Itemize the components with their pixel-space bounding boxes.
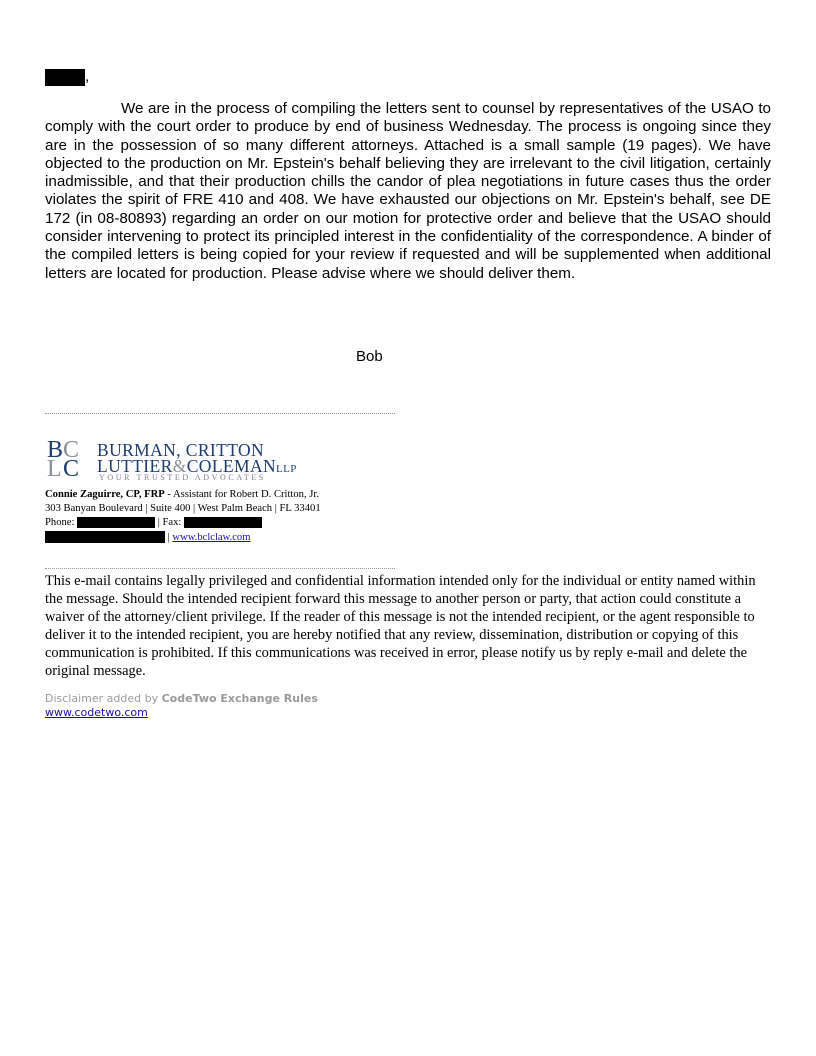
redacted-fax bbox=[184, 517, 262, 528]
firm-name-ampersand: & bbox=[172, 456, 187, 476]
signature-name-line bbox=[45, 488, 321, 502]
firm-logo bbox=[45, 437, 305, 482]
fax-label: | Fax: bbox=[155, 517, 184, 529]
codetwo-disclaimer-line bbox=[45, 692, 318, 706]
firm-name-line-1: BURMAN, CRITTON bbox=[97, 440, 265, 460]
signature-separator: | bbox=[165, 531, 173, 543]
letter-body: We are in the process of compiling the letters sent to counsel by representatives of the USAO to comply with the court order to produce by end of business Wednesday. The process is ongoing since they are in the possession of so many different attorneys. Attached is a small sample (19 pages). We have objected to the production on Mr. Epstein's behalf believing they are irrelevant to the civil litigation, certainly inadmissible, and that their production chills the candor of plea negotiations in future cases thus the order violates the spirit of FRE 410 and 408. We have exhausted our objections on Mr. Epstein's behalf, see DE 172 (in 08-80893) regarding an order on our motion for protective order and believe that the USAO should consider intervening to protect its principled interest in the confidentiality of the correspondence. A binder of the compiled letters is being copied for your review if requested and will be supplemented when additional letters are located for production. Please advise where we should deliver them. bbox=[45, 100, 771, 282]
logo-monogram-letter: C bbox=[63, 437, 77, 463]
signature-address: 303 Banyan Boulevard | Suite 400 | West Palm Beach | FL 33401 bbox=[45, 503, 321, 515]
codetwo-footer bbox=[45, 692, 318, 720]
phone-label: Phone: bbox=[45, 517, 78, 529]
redacted-recipient-name bbox=[45, 69, 85, 86]
signature-role: - Assistant for Robert D. Critton, Jr. bbox=[164, 489, 319, 500]
firm-name-luttier: LUTTIER bbox=[97, 456, 173, 476]
disclaimer-divider bbox=[45, 568, 395, 569]
signature-name: Connie Zaguirre, CP, FRP bbox=[45, 489, 165, 500]
firm-website-link[interactable]: www.bclclaw.com bbox=[172, 531, 251, 543]
letter-signoff: Bob bbox=[356, 348, 383, 365]
signature-block bbox=[45, 488, 321, 545]
salutation bbox=[45, 68, 89, 86]
signature-contact-line bbox=[45, 516, 321, 530]
salutation-comma: , bbox=[85, 68, 90, 85]
redacted-email bbox=[45, 531, 165, 543]
firm-tagline: YOUR TRUSTED ADVOCATES bbox=[99, 473, 266, 482]
codetwo-website-link[interactable]: www.codetwo.com bbox=[45, 706, 148, 719]
signature-divider bbox=[45, 413, 395, 414]
codetwo-prefix: Disclaimer added by bbox=[45, 692, 162, 705]
firm-name-llp: LLP bbox=[276, 463, 297, 475]
logo-monogram-letter: L bbox=[47, 456, 59, 482]
logo-monogram-letter: B bbox=[47, 437, 61, 463]
signature-email-line bbox=[45, 531, 321, 545]
logo-monogram-letter: C bbox=[63, 456, 77, 482]
firm-name-coleman: COLEMAN bbox=[186, 456, 277, 476]
legal-disclaimer: This e-mail contains legally privileged and confidential information intended only for the individual or entity named within the message. Should the intended recipient forward this message to another person or party, that action could constitute a waiver of the attorney/client privilege. If the reader of this message is not the intended recipient, or the agent responsible to deliver it to the intended recipient, you are hereby notified that any review, dissemination, distribution or copying of this communication is prohibited. If this communications was received in error, please notify us by reply e-mail and delete the original message. bbox=[45, 573, 756, 679]
redacted-phone bbox=[77, 517, 155, 528]
codetwo-brand: CodeTwo Exchange Rules bbox=[161, 692, 318, 705]
